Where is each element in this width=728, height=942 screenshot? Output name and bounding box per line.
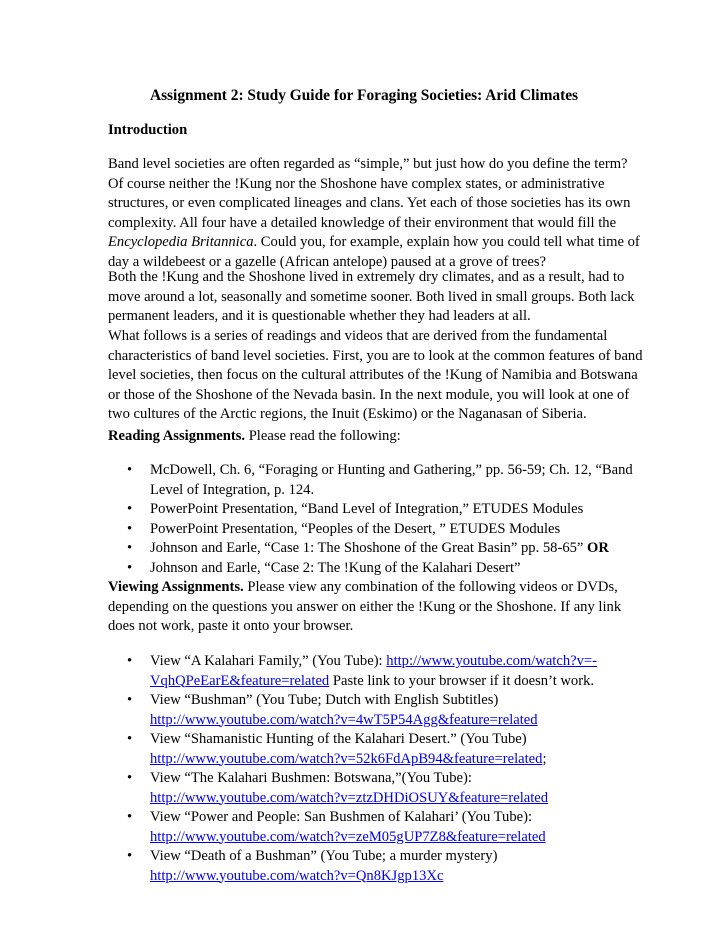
video-link[interactable]: VqhQPeEarE&feature=related (150, 672, 330, 689)
list-item: • View “Shamanistic Hunting of the Kalahari Desert.” (You Tube) http://www.youtube.com/watch?v=52k6FdApB94&feature=related; (127, 731, 547, 767)
video-link[interactable]: http://www.youtube.com/watch?v=52k6FdApB94&feature=related (150, 750, 543, 767)
para3-line: level societies, then focus on the cultural attributes of the !Kung of Namibia and Botswana (108, 367, 638, 383)
bullet-icon: • (127, 809, 133, 825)
para2-line: permanent leaders, and it is questionable whether they had leaders at all. (108, 308, 531, 324)
video-link[interactable]: http://www.youtube.com/watch?v=Qn8KJgp13Xc (150, 867, 444, 884)
bullet-icon: • (127, 731, 133, 747)
bullet-icon: • (127, 501, 133, 517)
introduction-heading: Introduction (108, 122, 188, 138)
para3-line: two cultures of the Arctic regions, the Inuit (Eskimo) or the Naganasan of Siberia. (108, 406, 587, 422)
bullet-icon: • (127, 559, 133, 576)
intro-line: Encyclopedia Britannica. Could you, for example, explain how you could tell what time of (108, 234, 640, 250)
viewing-heading: Viewing Assignments. (108, 579, 244, 595)
para3-line: What follows is a series of readings and videos that are derived from the fundamental (108, 328, 608, 344)
list-item: • Johnson and Earle, “Case 1: The Shoshone of the Great Basin” pp. 58-65” OR (108, 539, 628, 559)
intro-line: complexity. All four have a detailed knowledge of their environment that would fill the (108, 214, 617, 231)
list-item: • View “Power and People: San Bushmen of Kalahari’ (You Tube): http://www.youtube.com/watch?v=zeM05gUP7Z8&feature=related (127, 809, 546, 845)
reading-list (108, 461, 633, 578)
page-title: Assignment 2: Study Guide for Foraging Societies: Arid Climates (149, 87, 579, 104)
reading-heading: Reading Assignments. (108, 428, 246, 444)
list-item: • PowerPoint Presentation, “Band Level of Integration,” ETUDES Modules (108, 500, 628, 520)
intro-line: Of course neither the !Kung nor the Shoshone have complex states, or administrative (108, 175, 605, 192)
video-link[interactable]: http://www.youtube.com/watch?v=zeM05gUP7Z8&feature=related (150, 828, 546, 845)
viewing-intro: Viewing Assignments. Please view any combination of the following videos or DVDs, depending on the questions you answer on either the !Kung or the Shoshone. If any link does not work, paste it onto your browser. (108, 579, 622, 634)
video-link[interactable]: http://www.youtube.com/watch?v=4wT5P54Agg&feature=related (150, 711, 538, 728)
climate-paragraph (108, 268, 635, 327)
list-item: • McDowell, Ch. 6, “Foraging or Hunting and Gathering,” pp. 56-59; Ch. 12, “Band Level of Integration, p. 124. (127, 462, 633, 498)
video-link[interactable]: http://www.youtube.com/watch?v=- (386, 653, 598, 669)
bullet-icon: • (127, 540, 133, 556)
para2-line: move around a lot, seasonally and sometime sooner. Both lived in small groups. Both lack (108, 288, 635, 305)
list-item: • PowerPoint Presentation, “Peoples of the Desert, ” ETUDES Modules (108, 520, 628, 540)
list-item: • View “Bushman” (You Tube; Dutch with English Subtitles) http://www.youtube.com/watch?v=4wT5P54Agg&feature=related (127, 692, 538, 728)
encyclopedia-title: Encyclopedia Britannica (108, 234, 254, 250)
list-item: • View “The Kalahari Bushmen: Botswana,”(You Tube): http://www.youtube.com/watch?v=ztzDHDiOSUY&feature=related (127, 770, 549, 806)
viewing-list (108, 652, 628, 886)
introduction-paragraph (108, 155, 640, 272)
video-link[interactable]: http://www.youtube.com/watch?v=ztzDHDiOSUY&feature=related (150, 789, 549, 806)
bullet-icon: • (127, 462, 133, 478)
intro-line: structures, or even complicated lineages and clans. Yet each of those societies has its own (108, 195, 631, 211)
para3-line: characteristics of band level societies. First, you are to look at the common features of band (108, 347, 643, 364)
para3-line: or those of the Shoshone of the Nevada basin. In the next module, you will look at one of (108, 386, 630, 403)
list-item: • Johnson and Earle, “Case 2: The !Kung of the Kalahari Desert” (108, 559, 628, 579)
or-emphasis: OR (587, 540, 609, 556)
reading-intro: Reading Assignments. Please read the following: (108, 428, 401, 444)
list-item: • View “A Kalahari Family,” (You Tube): http://www.youtube.com/watch?v=- VqhQPeEarE&feature=related Paste link to your browser if it doesn’t work. (127, 653, 598, 689)
bullet-icon: • (127, 848, 133, 864)
intro-line: day a wildebeest or a gazelle (African antelope) paused at a grove of trees? (108, 253, 546, 270)
bullet-icon: • (127, 770, 133, 786)
bullet-icon: • (127, 653, 133, 669)
overview-paragraph (108, 327, 643, 425)
list-item: • View “Death of a Bushman” (You Tube; a murder mystery) http://www.youtube.com/watch?v=Qn8KJgp13Xc (127, 848, 498, 884)
intro-line: Band level societies are often regarded as “simple,” but just how do you define the term? (108, 156, 628, 172)
para2-line: Both the !Kung and the Shoshone lived in extremely dry climates, and as a result, had to (108, 269, 625, 285)
bullet-icon: • (127, 692, 133, 708)
bullet-icon: • (127, 520, 133, 537)
